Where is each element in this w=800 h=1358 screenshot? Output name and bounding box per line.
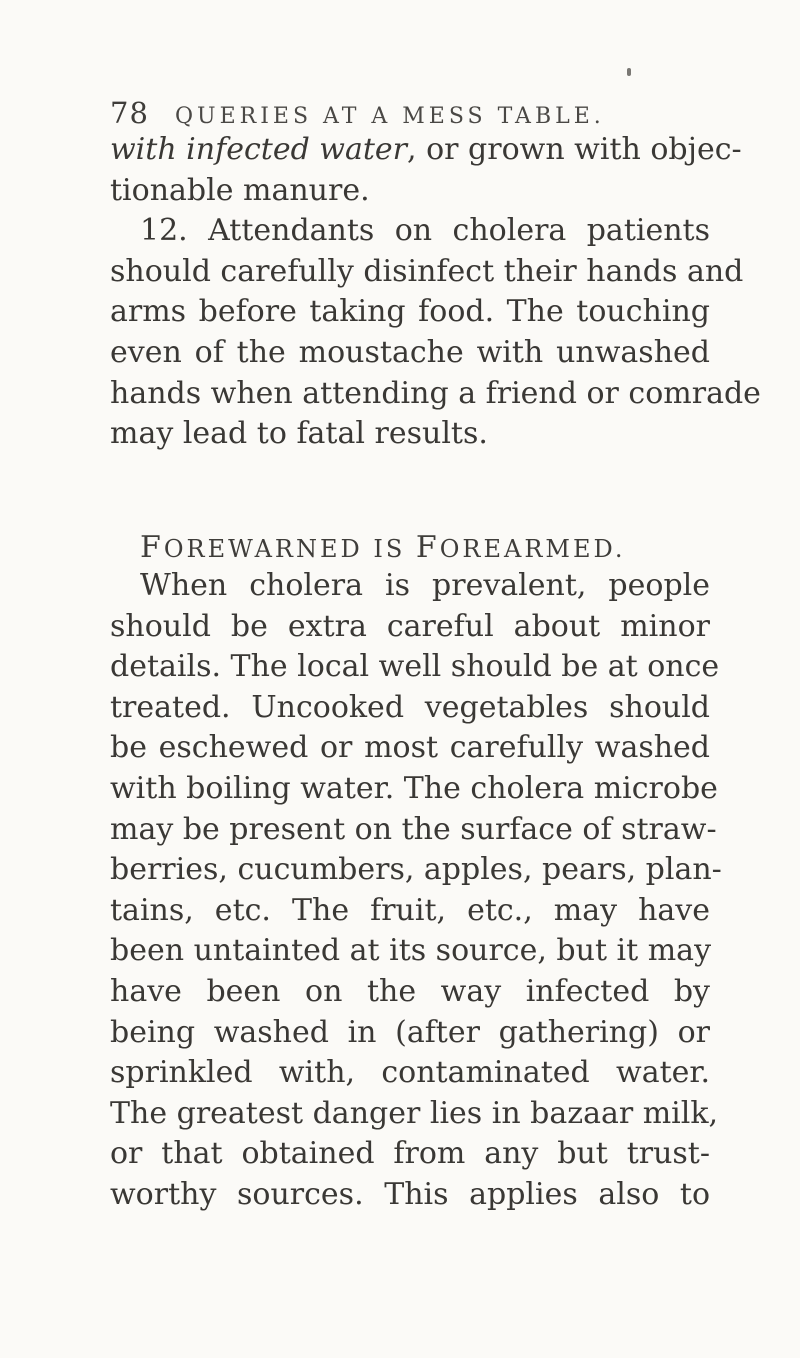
ink-speck: [627, 68, 631, 76]
line-rest: , or grown with objec-: [407, 132, 742, 167]
text-line: arms before taking food. The touching: [110, 294, 710, 330]
text-line: be eschewed or most carefully washed: [110, 730, 710, 766]
text-line: may be present on the surface of straw-: [110, 811, 717, 847]
text-line: may lead to fatal results.: [110, 416, 488, 452]
text-line: tionable manure.: [110, 172, 370, 208]
paragraph-continuation: [110, 130, 761, 455]
italic-phrase: with infected water: [110, 132, 408, 167]
running-title: QUERIES AT A MESS TABLE.: [175, 104, 605, 129]
text-line: berries, cucumbers, apples, pears, plan-: [110, 852, 722, 888]
text-line: worthy sources. This applies also to: [110, 1176, 710, 1212]
paragraph: [110, 566, 722, 1216]
text-line: even of the moustache with unwashed: [110, 334, 710, 370]
text-line: tains, etc. The fruit, etc., may have: [110, 892, 710, 928]
text-line: should be extra careful about minor: [110, 608, 710, 644]
text-line: details. The local well should be at once: [110, 649, 720, 685]
section-heading: [140, 530, 740, 565]
text-line: have been on the way infected by: [110, 973, 710, 1009]
text-line: should carefully disinfect their hands and: [110, 253, 744, 289]
text-line: being washed in (after gathering) or: [110, 1014, 710, 1050]
text-line: treated. Uncooked vegetables should: [110, 689, 710, 725]
text-line: When cholera is prevalent, people: [140, 568, 710, 603]
heading-text: OREARMED.: [439, 535, 626, 563]
heading-initial: F: [140, 530, 164, 565]
text-line: [110, 130, 742, 171]
text-line: with boiling water. The cholera microbe: [110, 770, 718, 806]
text-line: 12. Attendants on cholera patients: [140, 213, 710, 249]
heading-initial: F: [415, 530, 440, 565]
text-line: sprinkled with, contaminated water.: [110, 1055, 710, 1091]
text-line: or that obtained from any but trust-: [110, 1136, 710, 1172]
text-line: The greatest danger lies in bazaar milk,: [110, 1095, 719, 1131]
heading-text: OREWARNED IS: [163, 535, 416, 563]
text-line: been untainted at its source, but it may: [110, 933, 712, 969]
page-number: 78: [110, 96, 149, 130]
text-line: hands when attending a friend or comrade: [110, 375, 761, 411]
